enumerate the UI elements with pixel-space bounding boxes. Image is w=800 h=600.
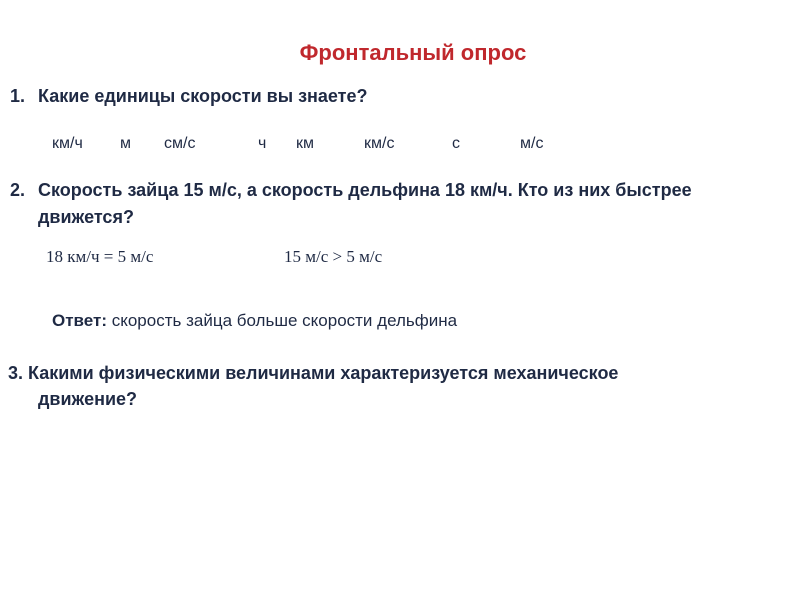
- slide-title: Фронтальный опрос: [299, 40, 527, 65]
- unit-item: км/с: [364, 135, 395, 152]
- answer-label: Ответ:: [52, 311, 107, 330]
- question-1-number: 1.: [10, 86, 26, 106]
- unit-item: км/ч: [52, 135, 83, 152]
- question-2-number: 2.: [10, 180, 26, 200]
- unit-item: м: [120, 135, 131, 152]
- question-2-line-2: движется?: [38, 207, 134, 227]
- answer-text: скорость зайца больше скорости дельфина: [107, 311, 458, 330]
- calc-right: 15 м/с > 5 м/с: [284, 247, 383, 266]
- unit-item: с: [452, 135, 460, 152]
- unit-item: см/с: [164, 135, 196, 152]
- question-1: [10, 86, 368, 107]
- question-3-line-2: движение?: [38, 389, 138, 409]
- unit-item: км: [296, 135, 314, 152]
- question-2: [10, 180, 692, 201]
- question-3-line-1: 3. Какими физическими величинами характеризуется механическое: [8, 363, 619, 383]
- question-1-text: Какие единицы скорости вы знаете?: [38, 86, 368, 106]
- unit-item: м/с: [520, 135, 544, 152]
- calc-left: 18 км/ч = 5 м/с: [46, 247, 154, 266]
- units-list: [0, 135, 800, 157]
- question-2-line-1: Скорость зайца 15 м/с, а скорость дельфина 18 км/ч. Кто из них быстрее: [38, 180, 692, 200]
- unit-item: ч: [258, 135, 267, 152]
- answer: [52, 311, 457, 331]
